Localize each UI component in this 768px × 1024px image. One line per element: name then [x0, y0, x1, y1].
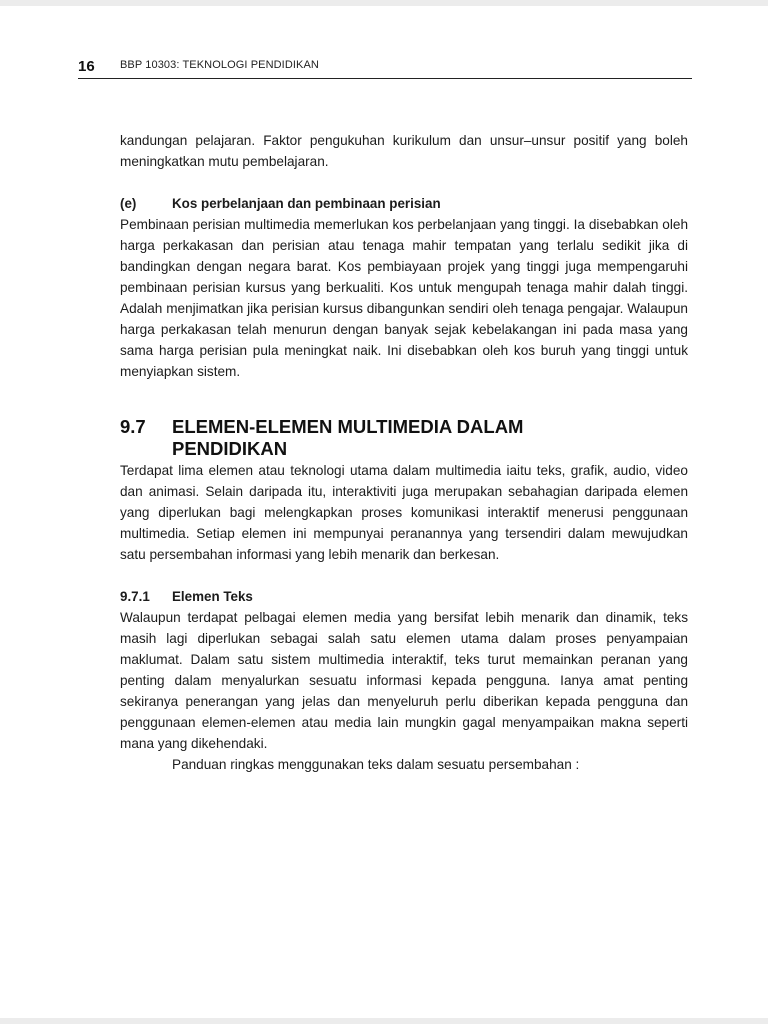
kos-paragraph: Pembinaan perisian multimedia memerlukan kos perbelanjaan yang tinggi. Ia disebabkan oleh harga perkakasan dan perisian atau tenaga mahir tempatan yang terlalu sedikit jika di bandingkan dengan negara barat. Kos pembiayaan projek yang tinggi juga mempengaruhi pembinaan perisian kursus yang berkualiti. Kos untuk mengupah tenaga mahir dalah tinggi. Adalah menjimatkan jika perisian kursus dibangunkan sendiri oleh tenaga pengajar. Walaupun harga perkakasan telah menurun dengan banyak sejak kebelakangan ini pada masa yang sama harga perisian pula meningkat naik. Ini disebabkan oleh kos buruh yang tinggi untuk menyiapkan sistem. [120, 217, 688, 379]
subsection-heading [120, 586, 688, 607]
section-title: ELEMEN-ELEMEN MULTIMEDIA DALAM PENDIDIKAN [172, 416, 524, 459]
intro-paragraph: kandungan pelajaran. Faktor pengukuhan kurikulum dan unsur–unsur positif yang boleh meningkatkan mutu pembelajaran. [120, 133, 688, 169]
subheading-kos-label: (e) [120, 196, 137, 211]
elemen-paragraph: Terdapat lima elemen atau teknologi utama dalam multimedia iaitu teks, grafik, audio, video dan animasi. Selain daripada itu, interaktiviti juga merupakan sebahagian daripada elemen yang diperlukan bagi melengkapkan proses komunikasi interaktif menerusi penggunaan multimedia. Setiap elemen ini mempunyai peranannya yang tersendiri dalam mewujudkan satu persembahan informasi yang lebih menarik dan berkesan. [120, 463, 688, 562]
subsection-title: Elemen Teks [172, 589, 253, 604]
teks-paragraph: Walaupun terdapat pelbagai elemen media yang bersifat lebih menarik dan dinamik, teks masih lagi diperlukan sebagai salah satu elemen utama dalam proses penyampaian maklumat. Dalam satu sistem multimedia interaktif, teks turut memainkan peranan yang penting dalam menyalurkan sesuatu informasi kepada pengguna. Ianya amat penting sekiranya penerangan yang jelas dan menyeluruh perlu diberikan kepada pengguna dan penggunaan elemen-elemen atau media lain mungkin gagal menyampaikan makna seperti mana yang dikehendaki. [120, 610, 688, 751]
subheading-kos [120, 193, 688, 214]
page-number: 16 [78, 58, 95, 75]
subheading-kos-title: Kos perbelanjaan dan pembinaan perisian [172, 196, 441, 211]
running-title: BBP 10303: TEKNOLOGI PENDIDIKAN [120, 59, 319, 71]
panduan-paragraph: Panduan ringkas menggunakan teks dalam sesuatu persembahan : [172, 757, 580, 772]
page-header [78, 58, 692, 79]
page-content [120, 130, 688, 775]
document-page [0, 6, 768, 1018]
section-heading [120, 416, 688, 460]
subsection-number: 9.7.1 [120, 589, 150, 604]
bottom-margin-bar [0, 1018, 768, 1024]
section-number: 9.7 [120, 416, 146, 437]
